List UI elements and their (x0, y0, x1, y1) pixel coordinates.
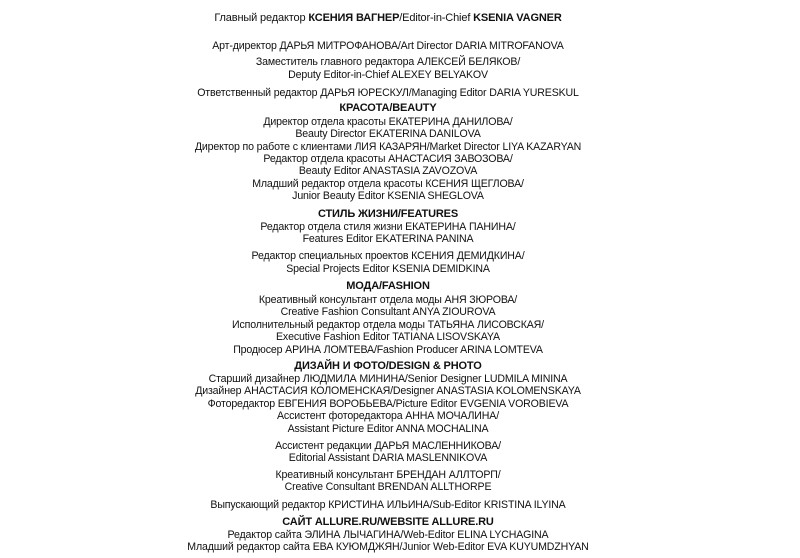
section-heading-design-photo: ДИЗАЙН И ФОТО/DESIGN & PHOTO (294, 360, 482, 372)
credit-line: Ассистент редакции ДАРЬЯ МАСЛЕННИКОВА/ (275, 440, 501, 452)
credit-line: Заместитель главного редактора АЛЕКСЕЙ БЕЛЯКОВ/ (255, 56, 521, 68)
editor-in-chief-line (0, 12, 776, 25)
credit-line: Executive Fashion Editor TATIANA LISOVSKAYA (276, 331, 500, 343)
credit-line: Creative Fashion Consultant ANYA ZIOUROVA (280, 306, 496, 318)
section-heading-beauty: КРАСОТА/BEAUTY (339, 102, 437, 114)
credit-line: Features Editor EKATERINA PANINA (302, 233, 474, 245)
credit-line: Младший редактор отдела красоты КСЕНИЯ ЩЕГЛОВА/ (252, 178, 524, 190)
credit-line: Beauty Editor ANASTASIA ZAVOZOVA (298, 165, 478, 177)
credit-line: Beauty Director EKATERINA DANILOVA (295, 128, 481, 140)
section-heading-fashion: МОДА/FASHION (346, 280, 430, 292)
credit-line: Старший дизайнер ЛЮДМИЛА МИНИНА/Senior Designer LUDMILA MININA (208, 373, 568, 385)
credit-line: Ассистент фоторедактора АННА МОЧАЛИНА/ (277, 410, 499, 422)
credit-line: Junior Beauty Editor KSENIA SHEGLOVA (292, 190, 484, 202)
credit-line: Creative Consultant BRENDAN ALLTHORPE (284, 481, 492, 493)
credit-line: Deputy Editor-in-Chief ALEXEY BELYAKOV (288, 69, 488, 81)
chief-title-en: /Editor-in-Chief (399, 12, 474, 24)
chief-name-en: KSENIA VAGNER (473, 12, 562, 24)
credit-line: Арт-директор ДАРЬЯ МИТРОФАНОВА/Art Director DARIA MITROFANOVA (212, 40, 564, 52)
chief-name-ru: КСЕНИЯ ВАГНЕР (308, 12, 400, 24)
credit-line: Директор по работе с клиентами ЛИЯ КАЗАРЯН/Market Director LIYA KAZARYAN (194, 141, 582, 153)
credit-line: Директор отдела красоты ЕКАТЕРИНА ДАНИЛОВА/ (263, 116, 513, 128)
credit-line: Редактор сайта ЭЛИНА ЛЫЧАГИНА/Web-Editor ELINA LYCHAGINA (227, 529, 549, 541)
credit-line: Редактор отдела стиля жизни ЕКАТЕРИНА ПАНИНА/ (260, 221, 516, 233)
credit-line: Креативный консультант отдела моды АНЯ ЗЮРОВА/ (258, 294, 518, 306)
credit-line: Выпускающий редактор КРИСТИНА ИЛЬИНА/Sub-Editor KRISTINA ILYINA (210, 499, 566, 511)
chief-title-ru: Главный редактор (214, 12, 309, 24)
credit-line: Editorial Assistant DARIA MASLENNIKOVA (288, 452, 488, 464)
credit-line: Дизайнер АНАСТАСИЯ КОЛОМЕНСКАЯ/Designer ANASTASIA KOLOMENSKAYA (195, 385, 581, 397)
credit-line: Редактор отдела красоты АНАСТАСИЯ ЗАВОЗОВА/ (263, 153, 513, 165)
section-heading-website: САЙТ ALLURE.RU/WEBSITE ALLURE.RU (282, 516, 494, 528)
credit-line: Фоторедактор ЕВГЕНИЯ ВОРОБЬЕВА/Picture Editor EVGENIA VOROBIEVA (207, 398, 569, 410)
credit-line: Продюсер АРИНА ЛОМТЕВА/Fashion Producer ARINA LOMTEVA (233, 344, 543, 356)
credit-line: Креативный консультант БРЕНДАН АЛЛТОРП/ (275, 469, 501, 481)
section-heading-features: СТИЛЬ ЖИЗНИ/FEATURES (317, 208, 459, 220)
credit-line: Assistant Picture Editor ANNA MOCHALINA (287, 423, 489, 435)
credit-line: Исполнительный редактор отдела моды ТАТЬЯНА ЛИСОВСКАЯ/ (232, 319, 544, 331)
credit-line: Ответственный редактор ДАРЬЯ ЮРЕСКУЛ/Managing Editor DARIA YURESKUL (197, 87, 579, 99)
credit-line: Младший редактор сайта ЕВА КУЮМДЖЯН/Junior Web-Editor EVA KUYUMDZHYAN (187, 541, 589, 553)
credit-line: Редактор специальных проектов КСЕНИЯ ДЕМИДКИНА/ (251, 250, 525, 262)
credit-line: Special Projects Editor KSENIA DEMIDKINA (286, 263, 490, 275)
